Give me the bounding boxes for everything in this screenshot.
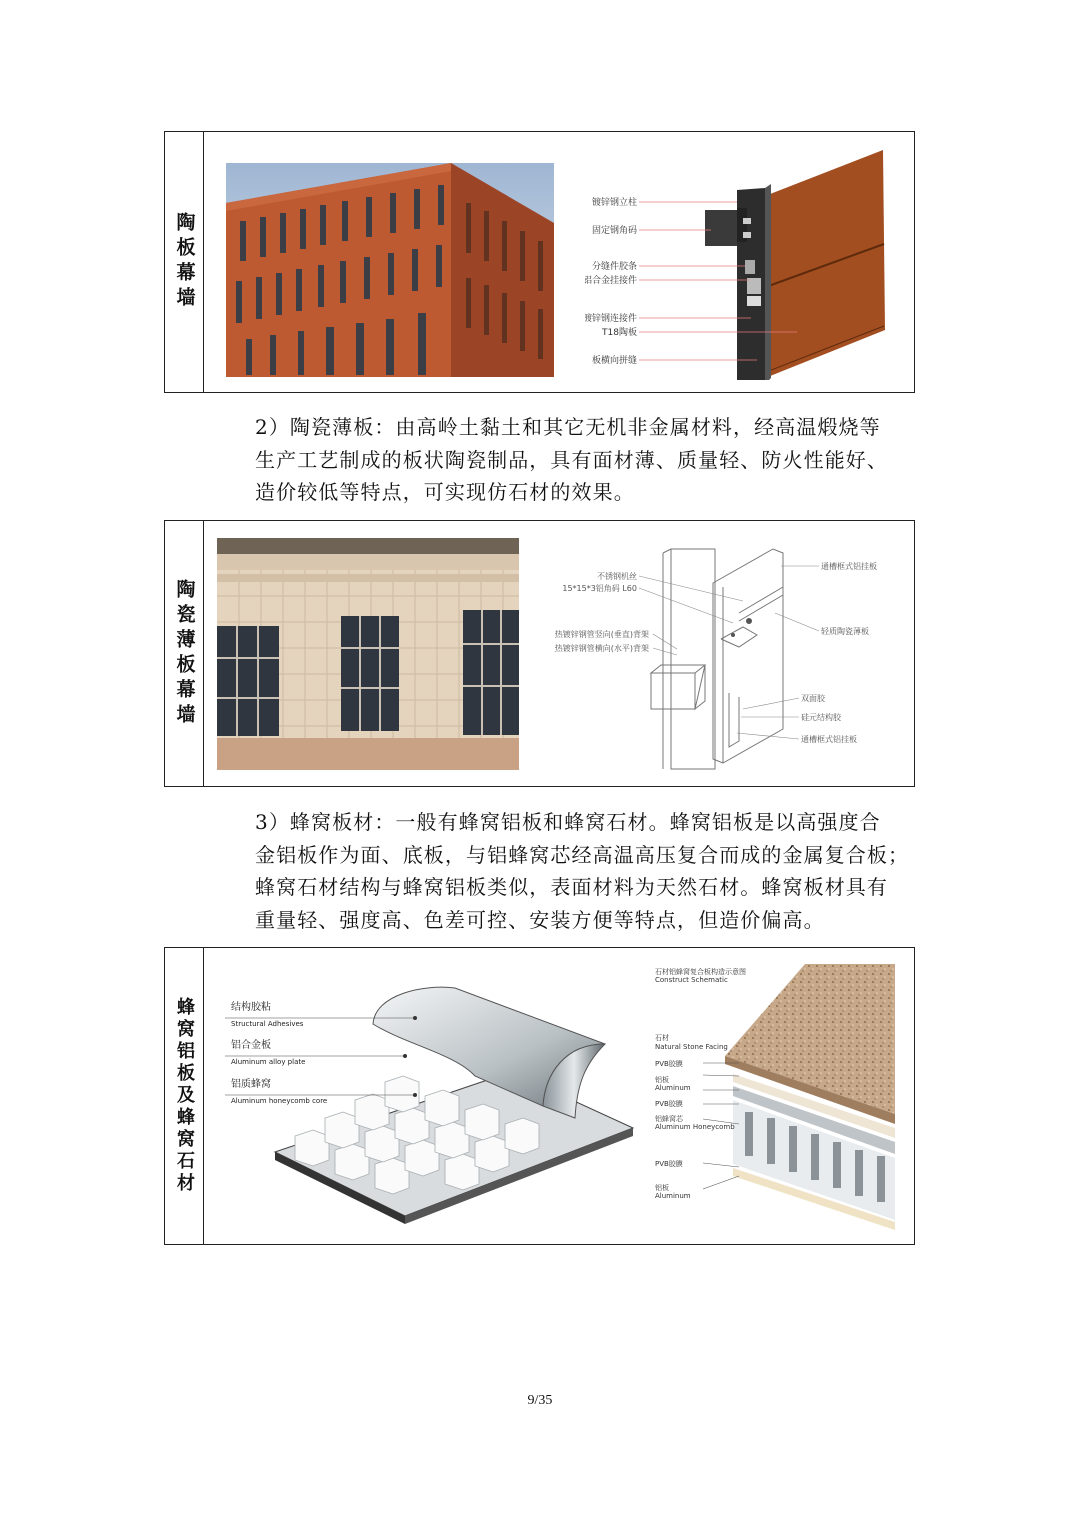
diagram-label: 热镀锌钢管横向(水平)背架 xyxy=(554,644,649,653)
diagram-label: 铝合金板 xyxy=(231,1040,271,1051)
paragraph-line: 金铝板作为面、底板，与铝蜂窝芯经高温高压复合而成的金属复合板； xyxy=(255,842,910,867)
page-number: 9/35 xyxy=(527,1393,553,1408)
honeycomb-stone-diagram xyxy=(655,964,905,1230)
diagram-label: T18陶板 xyxy=(602,328,637,338)
diagram-label: 热镀锌钢管竖向(垂直)背架 xyxy=(554,630,649,639)
paragraph-line: 3）蜂窝板材：一般有蜂窝铝板和蜂窝石材。蜂窝铝板是以高强度合 xyxy=(255,810,881,834)
diagram-label: Aluminum alloy plate xyxy=(231,1058,306,1066)
paragraph-honeycomb-panel xyxy=(255,806,917,936)
diagram-label: Structural Adhesives xyxy=(231,1020,304,1028)
diagram-label: PVB胶膜 xyxy=(655,1160,683,1168)
diagram-label: 轻质陶瓷薄板 xyxy=(821,627,869,636)
diagram-label: 石材 xyxy=(655,1034,669,1042)
diagram-label: 双面胶 xyxy=(801,694,825,703)
paragraph-ceramic-thin-panel xyxy=(255,411,917,509)
diagram-label: 15*15*3铝角码 L60 xyxy=(562,584,637,593)
row-label: 蜂窝铝板及蜂窝石材 xyxy=(174,997,195,1195)
diagram-label: 硅元结构胶 xyxy=(801,713,841,722)
paragraph-line: 蜂窝石材结构与蜂窝铝板类似，表面材料为天然石材。蜂窝板材具有 xyxy=(255,875,888,899)
diagram-label: 铝板 xyxy=(655,1076,669,1084)
table-terracotta-curtain-wall xyxy=(164,131,915,393)
terracotta-building-photo xyxy=(226,163,554,377)
diagram-label: 镀锌钢立柱 xyxy=(591,198,637,208)
diagram-title: Construct Schematic xyxy=(655,976,728,984)
diagram-label: 镀锌钢连接件 xyxy=(585,314,637,324)
diagram-label: 分缝件胶条 xyxy=(591,262,637,272)
row-label: 陶板幕墙 xyxy=(173,212,196,312)
diagram-label: 铝蜂窝芯 xyxy=(655,1115,683,1123)
diagram-label: Natural Stone Facing xyxy=(655,1043,728,1051)
diagram-label: 铝板 xyxy=(655,1184,669,1192)
diagram-label: 结构胶粘 xyxy=(231,1002,271,1013)
diagram-title: 石材铝蜂窝复合板构造示意图 xyxy=(655,968,746,976)
label-cell xyxy=(165,521,204,786)
paragraph-line: 生产工艺制成的板状陶瓷制品，具有面材薄、质量轻、防火性能好、 xyxy=(255,447,888,472)
row-label: 陶瓷薄板幕墙 xyxy=(173,578,196,729)
diagram-label: Aluminum honeycomb core xyxy=(231,1097,328,1105)
label-cell xyxy=(165,948,204,1244)
terracotta-system-diagram xyxy=(585,148,891,380)
diagram-label: 通槽框式铝挂板 xyxy=(821,562,877,571)
diagram-label: 铝合金挂接件 xyxy=(585,276,637,286)
ceramic-system-diagram xyxy=(543,543,903,775)
diagram-label: Aluminum Honeycomb xyxy=(655,1123,735,1131)
paragraph-line: 2）陶瓷薄板：由高岭土黏土和其它无机非金属材料，经高温煅烧等 xyxy=(255,415,881,439)
diagram-label: Aluminum xyxy=(655,1084,691,1092)
diagram-label: PVB胶膜 xyxy=(655,1060,683,1068)
table-ceramic-panel-curtain-wall xyxy=(164,520,915,787)
paragraph-line: 造价较低等特点，可实现仿石材的效果。 xyxy=(255,480,635,504)
paragraph-line: 重量轻、强度高、色差可控、安装方便等特点，但造价偏高。 xyxy=(255,907,825,932)
diagram-label: 板横向拼缝 xyxy=(591,356,637,366)
honeycomb-aluminum-diagram xyxy=(225,984,635,1224)
label-cell xyxy=(165,132,204,392)
table-honeycomb-panels xyxy=(164,947,915,1245)
diagram-label: 铝质蜂窝 xyxy=(231,1079,271,1090)
diagram-label: 不锈钢机丝 xyxy=(597,572,637,581)
diagram-label: Aluminum xyxy=(655,1192,691,1200)
diagram-label: 固定钢角码 xyxy=(591,226,637,236)
diagram-label: PVB胶膜 xyxy=(655,1100,683,1108)
ceramic-building-photo xyxy=(217,538,519,770)
diagram-label: 通槽框式铝挂板 xyxy=(801,735,857,744)
